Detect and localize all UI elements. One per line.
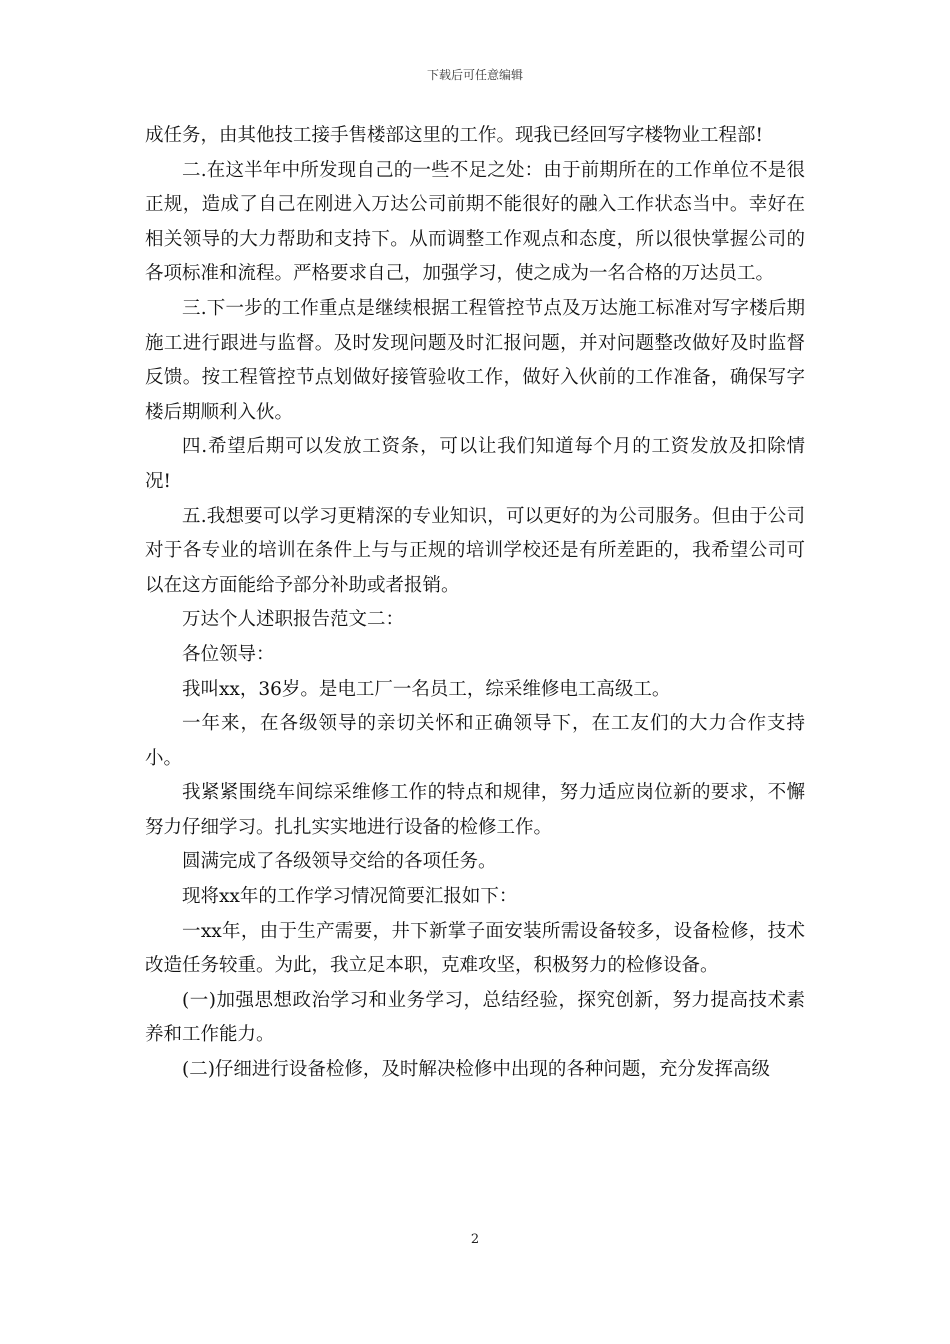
paragraph: 五.我想要可以学习更精深的专业知识，可以更好的为公司服务。但由于公司对于各专业的培训在条件上与与正规的培训学校还是有所差距的，我希望公司可以在这方面能给予部分补助或者报销。 bbox=[145, 505, 805, 596]
paragraph: 四.希望后期可以发放工资条，可以让我们知道每个月的工资发放及扣除情况! bbox=[145, 436, 805, 492]
paragraph: 二.在这半年中所发现自己的一些不足之处：由于前期所在的工作单位不是很正规，造成了自己在刚进入万达公司前期不能很好的融入工作状态当中。幸好在相关领导的大力帮助和支持下。从而调整工作观点和态度，所以很快掌握公司的各项标准和流程。严格要求自己，加强学习，使之成为一名合格的万达员工。 bbox=[145, 159, 805, 285]
paragraph: 我叫xx，36岁。是电工厂一名员工，综采维修电工高级工。 bbox=[182, 678, 671, 700]
salutation: 各位领导： bbox=[182, 643, 275, 665]
paragraph: (二)仔细进行设备检修，及时解决检修中出现的各种问题，充分发挥高级 bbox=[182, 1059, 770, 1081]
section-title: 万达个人述职报告范文二： bbox=[182, 609, 405, 631]
page-header: 下载后可任意编辑 bbox=[426, 68, 523, 82]
paragraph: 三.下一步的工作重点是继续根据工程管控节点及万达施工标准对写字楼后期施工进行跟进与监督。及时发现问题及时汇报问题，并对问题整改做好及时监督反馈。按工程管控节点划做好接管验收工作，做好入伙前的工作准备，确保写字楼后期顺利入伙。 bbox=[145, 297, 805, 423]
document-body bbox=[145, 119, 805, 1088]
paragraph: (一)加强思想政治学习和业务学习，总结经验，探究创新，努力提高技术素养和工作能力。 bbox=[145, 989, 805, 1046]
paragraph: 成任务，由其他技工接手售楼部这里的工作。现我已经回写字楼物业工程部! bbox=[145, 125, 763, 146]
page-number: 2 bbox=[470, 1232, 480, 1247]
paragraph: 我紧紧围绕车间综采维修工作的特点和规律，努力适应岗位新的要求，不懈努力仔细学习。扎扎实实地进行设备的检修工作。 bbox=[145, 782, 805, 838]
paragraph: 一年来，在各级领导的亲切关怀和正确领导下，在工友们的大力合作支持小。 bbox=[145, 713, 805, 769]
paragraph: 一xx年，由于生产需要，井下新掌子面安装所需设备较多，设备检修，技术改造任务较重。为此，我立足本职，克难攻坚，积极努力的检修设备。 bbox=[145, 920, 805, 977]
paragraph: 现将xx年的工作学习情况简要汇报如下： bbox=[182, 886, 518, 908]
paragraph: 圆满完成了各级领导交给的各项任务。 bbox=[182, 851, 497, 873]
